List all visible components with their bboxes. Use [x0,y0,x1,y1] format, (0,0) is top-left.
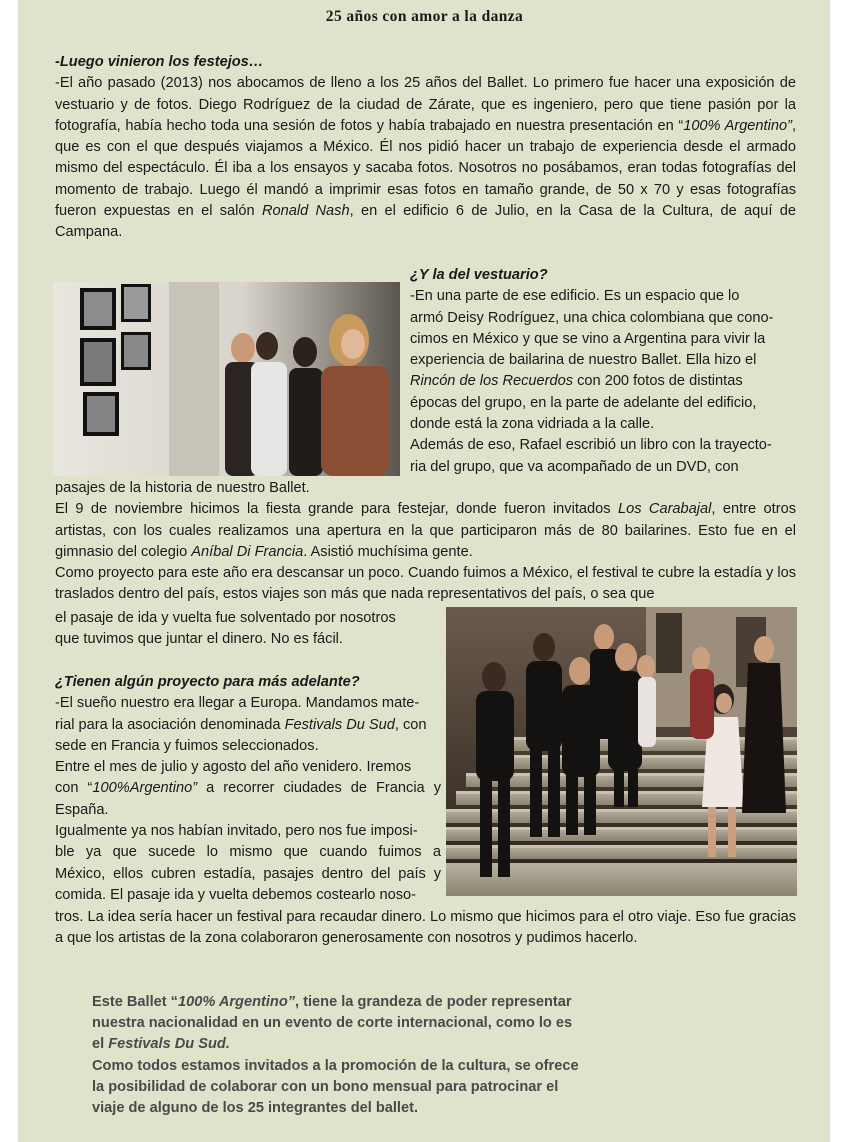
section3-narrow: ¿Tienen algún proyecto para más adelante? -El sueño nuestro era llegar a Europa. Mandamos mate- rial para la asociación denominada Festivals Du Sud, con sede en Francia y fuimos seleccionados. Entre el mes de julio y agosto del año venidero. Iremos con “100%Argentino” a recorrer ciudades de Francia y España. Igualmente ya nos habían invitado, pero nos fue imposi- ble ya que sucede lo mismo que cuando fuimos a México, ellos cubren estadía, pasajes dentro del país y comida. El pasaje ida y vuelta debemos costearlo noso- [55,674,441,903]
question-vestuario: ¿Y la del vestuario? [410,267,548,283]
dancers-photo [446,607,797,896]
exhibition-photo [53,282,400,476]
section3-full: tros. La idea sería hacer un festival para recaudar dinero. Lo mismo que hicimos para el otro viaje. Eso fue gracias a que los artistas de la zona colaboraron generosamente con nosotros y pudimos hacerlo. [55,909,796,947]
section2-full: pasajes de la historia de nuestro Ballet. El 9 de noviembre hicimos la fiesta grande para festejar, donde fueron invitados Los Carabajal, entre otros artistas, con los cuales realizamos una apertura en la que participaron más de 80 bailarines. Esto fue en el gimnasio del colegio Aníbal Di Francia. Asistió muchísima gente. Como proyecto para este año era descansar un poco. Cuando fuimos a México, el festival te cubre la estadía y los traslados dentro del país, estos viajes son más que nada representativos del país, o sea que [55,480,796,603]
paragraph-exposicion: -El año pasado (2013) nos abocamos de lleno a los 25 años del Ballet. Lo primero fue hacer una exposición de vestuario y de fotos. Diego Rodríguez de la ciudad de Zárate, que es ingeniero, pero que tiene pasión por la fotografía, había hecho toda una sesión de fotos y había trabajado en nuestra presentación en “100% Argentino”, que es con el que después viajamos a México. Él nos pidió hacer un trabajo de experiencia desde el armado mismo del espectáculo. Él iba a los ensayos y sacaba fotos. Nosotros no posábamos, eran todas fotografías del momento de trabajo. Luego él mandó a imprimir esas fotos en tamaño grande, de 50 x 70 y esas fotografías fueron expuestas en el salón Ronald Nash, en el edificio 6 de Julio, en la Casa de la Cultura, de aquí de Campana. [55,75,796,241]
question-festejos: -Luego vinieron los festejos… [55,54,264,70]
question-proyecto: ¿Tienen algún proyecto para más adelante? [55,674,360,690]
closing-statement: Este Ballet “100% Argentino”, tiene la grandeza de poder representar nuestra nacionalidad en un evento de corte internacional, como lo es el Festivals Du Sud. Como todos estamos invitados a la promoción de la cultura, se ofrece la posibilidad de colaborar con un bono mensual para patrocinar el viaje de alguno de los 25 integrantes del ballet. [92,994,579,1117]
section2-narrow: ¿Y la del vestuario? -En una parte de ese edificio. Es un espacio que lo armó Deisy Rodríguez, una chica colombiana que cono- cimos en México y que se vino a Argentina para vivir la experiencia de bailarina de nuestro Ballet. Ella hizo el Rincón de los Recuerdos con 200 fotos de distintas épocas del grupo, en la parte de adelante del edificio, donde está la zona vidriada a la calle. Además de eso, Rafael escribió un libro con la trayecto- ria del grupo, que va acompañado de un DVD, con [410,265,796,478]
section2-narrow-end: el pasaje de ida y vuelta fue solventado por nosotros que tuvimos que juntar el dinero. No es fácil. [55,610,396,648]
article-title: 25 años con amor a la danza [325,8,524,25]
section1 [55,52,796,244]
